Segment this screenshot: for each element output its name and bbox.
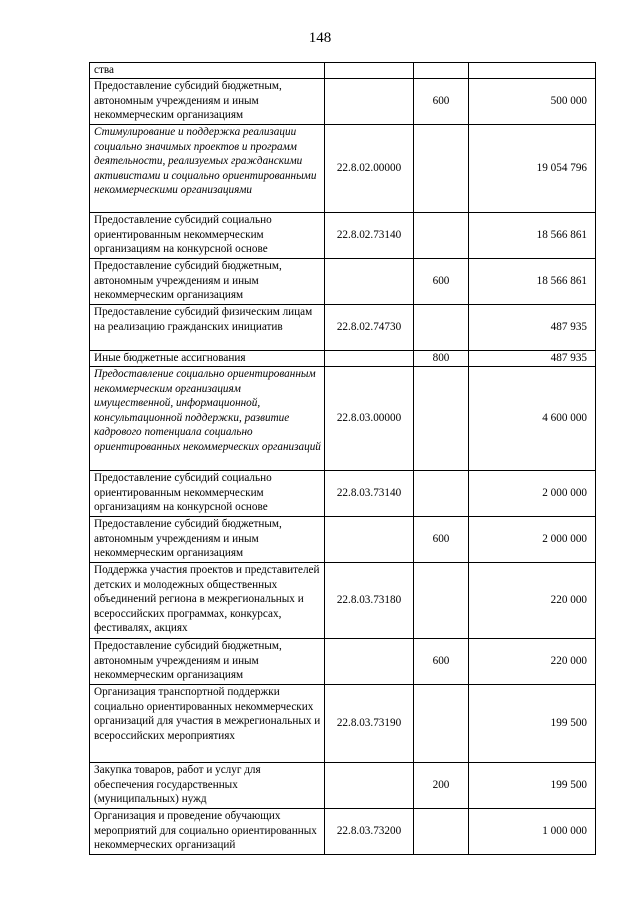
row-name: Предоставление субсидий бюджетным, автономным учреждениям и иным некоммерческим организациям: [90, 79, 325, 125]
table-row: [90, 639, 596, 685]
row-amount: 220 000: [469, 563, 596, 639]
row-code: 22.8.02.74730: [325, 305, 414, 351]
row-amount: 199 500: [469, 685, 596, 763]
table-row: [90, 685, 596, 763]
row-code: 22.8.02.00000: [325, 125, 414, 213]
row-amount: 199 500: [469, 763, 596, 809]
row-amount: 18 566 861: [469, 259, 596, 305]
row-name: Поддержка участия проектов и представителей детских и молодежных общественных объединений региона в межрегиональных и всероссийских программах, конкурсах, фестивалях, акциях: [90, 563, 325, 639]
row-amount: 19 054 796: [469, 125, 596, 213]
table-row: [90, 259, 596, 305]
row-expense-type: 600: [414, 79, 469, 125]
row-name: Стимулирование и поддержка реализации социально значимых проектов и программ деятельности, реализуемых гражданскими активистами и социально ориентированными некоммерческими организациями: [90, 125, 325, 213]
row-code: [325, 639, 414, 685]
row-code: 22.8.03.73200: [325, 809, 414, 855]
row-amount: 487 935: [469, 351, 596, 367]
row-amount: 18 566 861: [469, 213, 596, 259]
row-code: [325, 259, 414, 305]
table-row: [90, 763, 596, 809]
table-row: [90, 809, 596, 855]
row-expense-type: [414, 213, 469, 259]
row-expense-type: [414, 809, 469, 855]
row-code: 22.8.03.73180: [325, 563, 414, 639]
row-name: Предоставление субсидий бюджетным, автономным учреждениям и иным некоммерческим организациям: [90, 639, 325, 685]
row-amount: 4 600 000: [469, 367, 596, 471]
row-name: ства: [90, 63, 325, 79]
table-row: [90, 517, 596, 563]
row-expense-type: 600: [414, 639, 469, 685]
table-row: [90, 125, 596, 213]
page-number: 148: [308, 30, 332, 46]
row-expense-type: 600: [414, 259, 469, 305]
row-name: Предоставление субсидий бюджетным, автономным учреждениям и иным некоммерческим организациям: [90, 259, 325, 305]
row-expense-type: [414, 685, 469, 763]
row-amount: 1 000 000: [469, 809, 596, 855]
row-expense-type: [414, 563, 469, 639]
table-row: [90, 563, 596, 639]
row-code: [325, 63, 414, 79]
row-name: Предоставление субсидий социально ориентированным некоммерческим организациям на конкурсной основе: [90, 213, 325, 259]
row-expense-type: [414, 471, 469, 517]
row-code: 22.8.03.73190: [325, 685, 414, 763]
table-row: [90, 213, 596, 259]
row-code: [325, 79, 414, 125]
row-amount: 220 000: [469, 639, 596, 685]
row-expense-type: [414, 305, 469, 351]
budget-table-body: [90, 63, 596, 855]
row-expense-type: [414, 367, 469, 471]
row-amount: 2 000 000: [469, 517, 596, 563]
row-code: 22.8.03.00000: [325, 367, 414, 471]
row-expense-type: 800: [414, 351, 469, 367]
table-row: [90, 63, 596, 79]
row-name: Иные бюджетные ассигнования: [90, 351, 325, 367]
table-row: [90, 351, 596, 367]
row-amount: 2 000 000: [469, 471, 596, 517]
row-code: [325, 351, 414, 367]
row-name: Закупка товаров, работ и услуг для обеспечения государственных (муниципальных) нужд: [90, 763, 325, 809]
row-code: [325, 517, 414, 563]
row-expense-type: 200: [414, 763, 469, 809]
row-expense-type: [414, 63, 469, 79]
table-row: [90, 367, 596, 471]
row-code: 22.8.03.73140: [325, 471, 414, 517]
row-code: [325, 763, 414, 809]
row-name: Предоставление субсидий социально ориентированным некоммерческим организациям на конкурсной основе: [90, 471, 325, 517]
row-name: Предоставление субсидий физическим лицам на реализацию гражданских инициатив: [90, 305, 325, 351]
table-row: [90, 471, 596, 517]
row-amount: 500 000: [469, 79, 596, 125]
row-amount: 487 935: [469, 305, 596, 351]
budget-table: [89, 62, 596, 855]
row-expense-type: [414, 125, 469, 213]
row-name: Организация транспортной поддержки социально ориентированных некоммерческих организаций для участия в межрегиональных и всероссийских мероприятиях: [90, 685, 325, 763]
row-code: 22.8.02.73140: [325, 213, 414, 259]
table-row: [90, 79, 596, 125]
row-expense-type: 600: [414, 517, 469, 563]
row-amount: [469, 63, 596, 79]
row-name: Предоставление социально ориентированным некоммерческим организациям имущественной, информационной, консультационной поддержки, развитие кадрового потенциала социально ориентированных некоммерческих организаций: [90, 367, 325, 471]
table-row: [90, 305, 596, 351]
row-name: Организация и проведение обучающих мероприятий для социально ориентированных некоммерческих организаций: [90, 809, 325, 855]
row-name: Предоставление субсидий бюджетным, автономным учреждениям и иным некоммерческим организациям: [90, 517, 325, 563]
